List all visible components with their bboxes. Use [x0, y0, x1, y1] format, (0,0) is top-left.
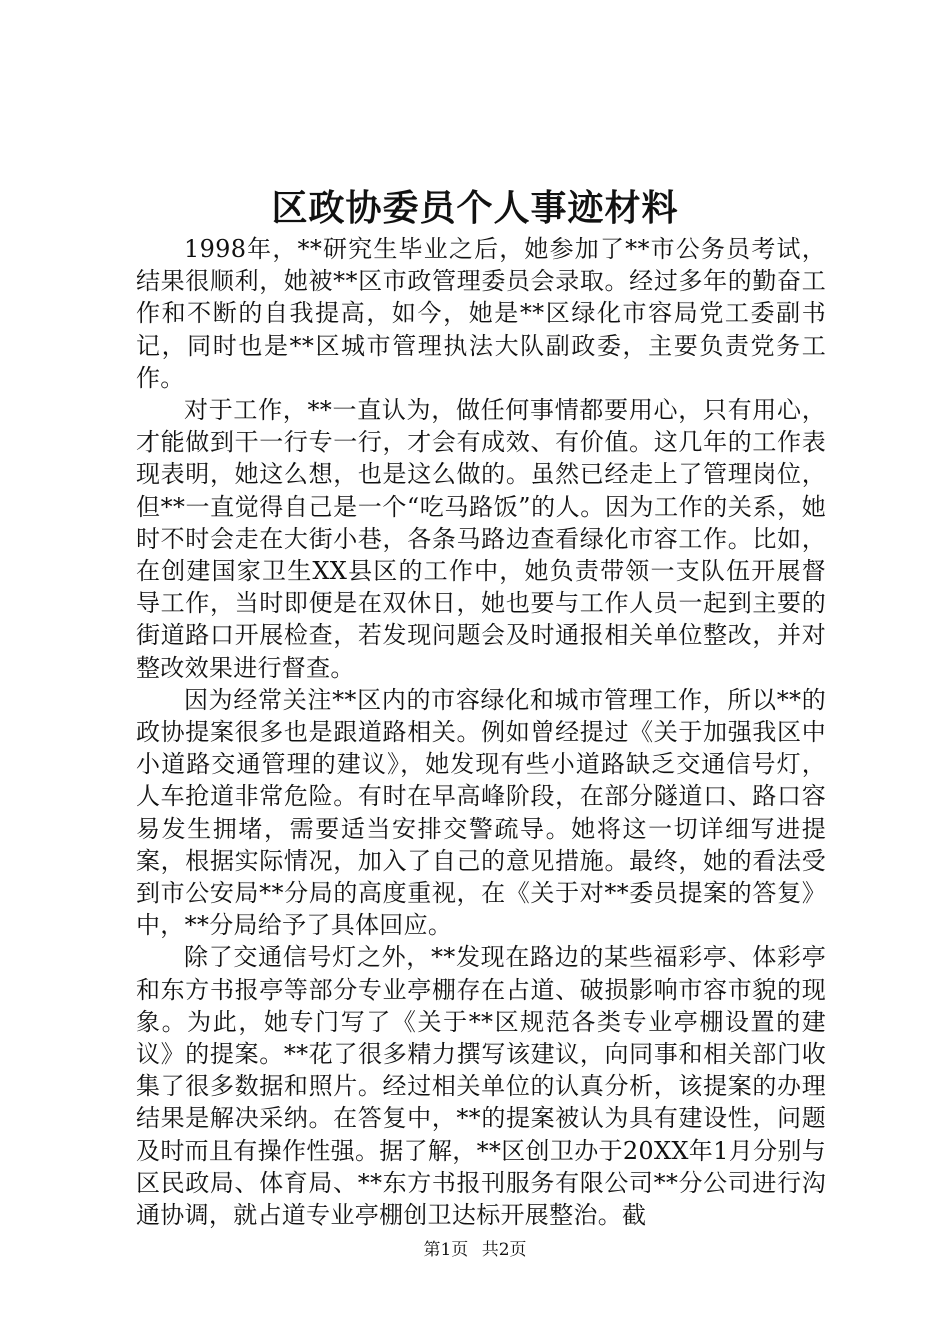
page-total: 共2页 — [481, 1240, 527, 1260]
page-number: 第1页 — [423, 1240, 469, 1260]
paragraph: 1998年，**研究生毕业之后，她参加了**市公务员考试，结果很顺利，她被**区市政管理委员会录取。经过多年的勤奋工作和不断的自我提高，如今，她是**区绿化市容局党工委副书记，同时也是**区城市管理执法大队副政委，主要负责党务工作。 — [136, 235, 826, 392]
document-title: 区政协委员个人事迹材料 — [271, 187, 679, 229]
paragraph: 除了交通信号灯之外，**发现在路边的某些福彩亭、体彩亭和东方书报亭等部分专业亭棚存在占道、破损影响市容市貌的现象。为此，她专门写了《关于**区规范各类专业亭棚设置的建议》的提案。**花了很多精力撰写该建议，向同事和相关部门收集了很多数据和照片。经过相关单位的认真分析，该提案的办理结果是解决采纳。在答复中，**的提案被认为具有建设性，问题及时而且有操作性强。据了解，**区创卫办于20XX年1月分别与区民政局、体育局、**东方书报刊服务有限公司**分公司进行沟通协调，就占道专业亭棚创卫达标开展整治。截 — [136, 943, 826, 1230]
paragraph: 对于工作，**一直认为，做任何事情都要用心，只有用心，才能做到干一行专一行，才会有成效、有价值。这几年的工作表现表明，她这么想，也是这么做的。虽然已经走上了管理岗位，但**一直觉得自己是一个“吃马路饭”的人。因为工作的关系，她时不时会走在大街小巷，各条马路边查看绿化市容工作。比如，在创建国家卫生XX县区的工作中，她负责带领一支队伍开展督导工作，当时即便是在双休日，她也要与工作人员一起到主要的街道路口开展检查，若发现问题会及时通报相关单位整改，并对整改效果进行督查。 — [136, 396, 826, 682]
document-body — [136, 233, 826, 1231]
page-footer — [0, 1238, 950, 1262]
paragraph: 因为经常关注**区内的市容绿化和城市管理工作，所以**的政协提案很多也是跟道路相关。例如曾经提过《关于加强我区中小道路交通管理的建议》，她发现有些小道路缺乏交通信号灯，人车抢道非常危险。有时在早高峰阶段，在部分隧道口、路口容易发生拥堵，需要适当安排交警疏导。她将这一切详细写进提案，根据实际情况，加入了自己的意见措施。最终，她的看法受到市公安局**分局的高度重视，在《关于对**委员提案的答复》中，**分局给予了具体回应。 — [136, 685, 826, 940]
